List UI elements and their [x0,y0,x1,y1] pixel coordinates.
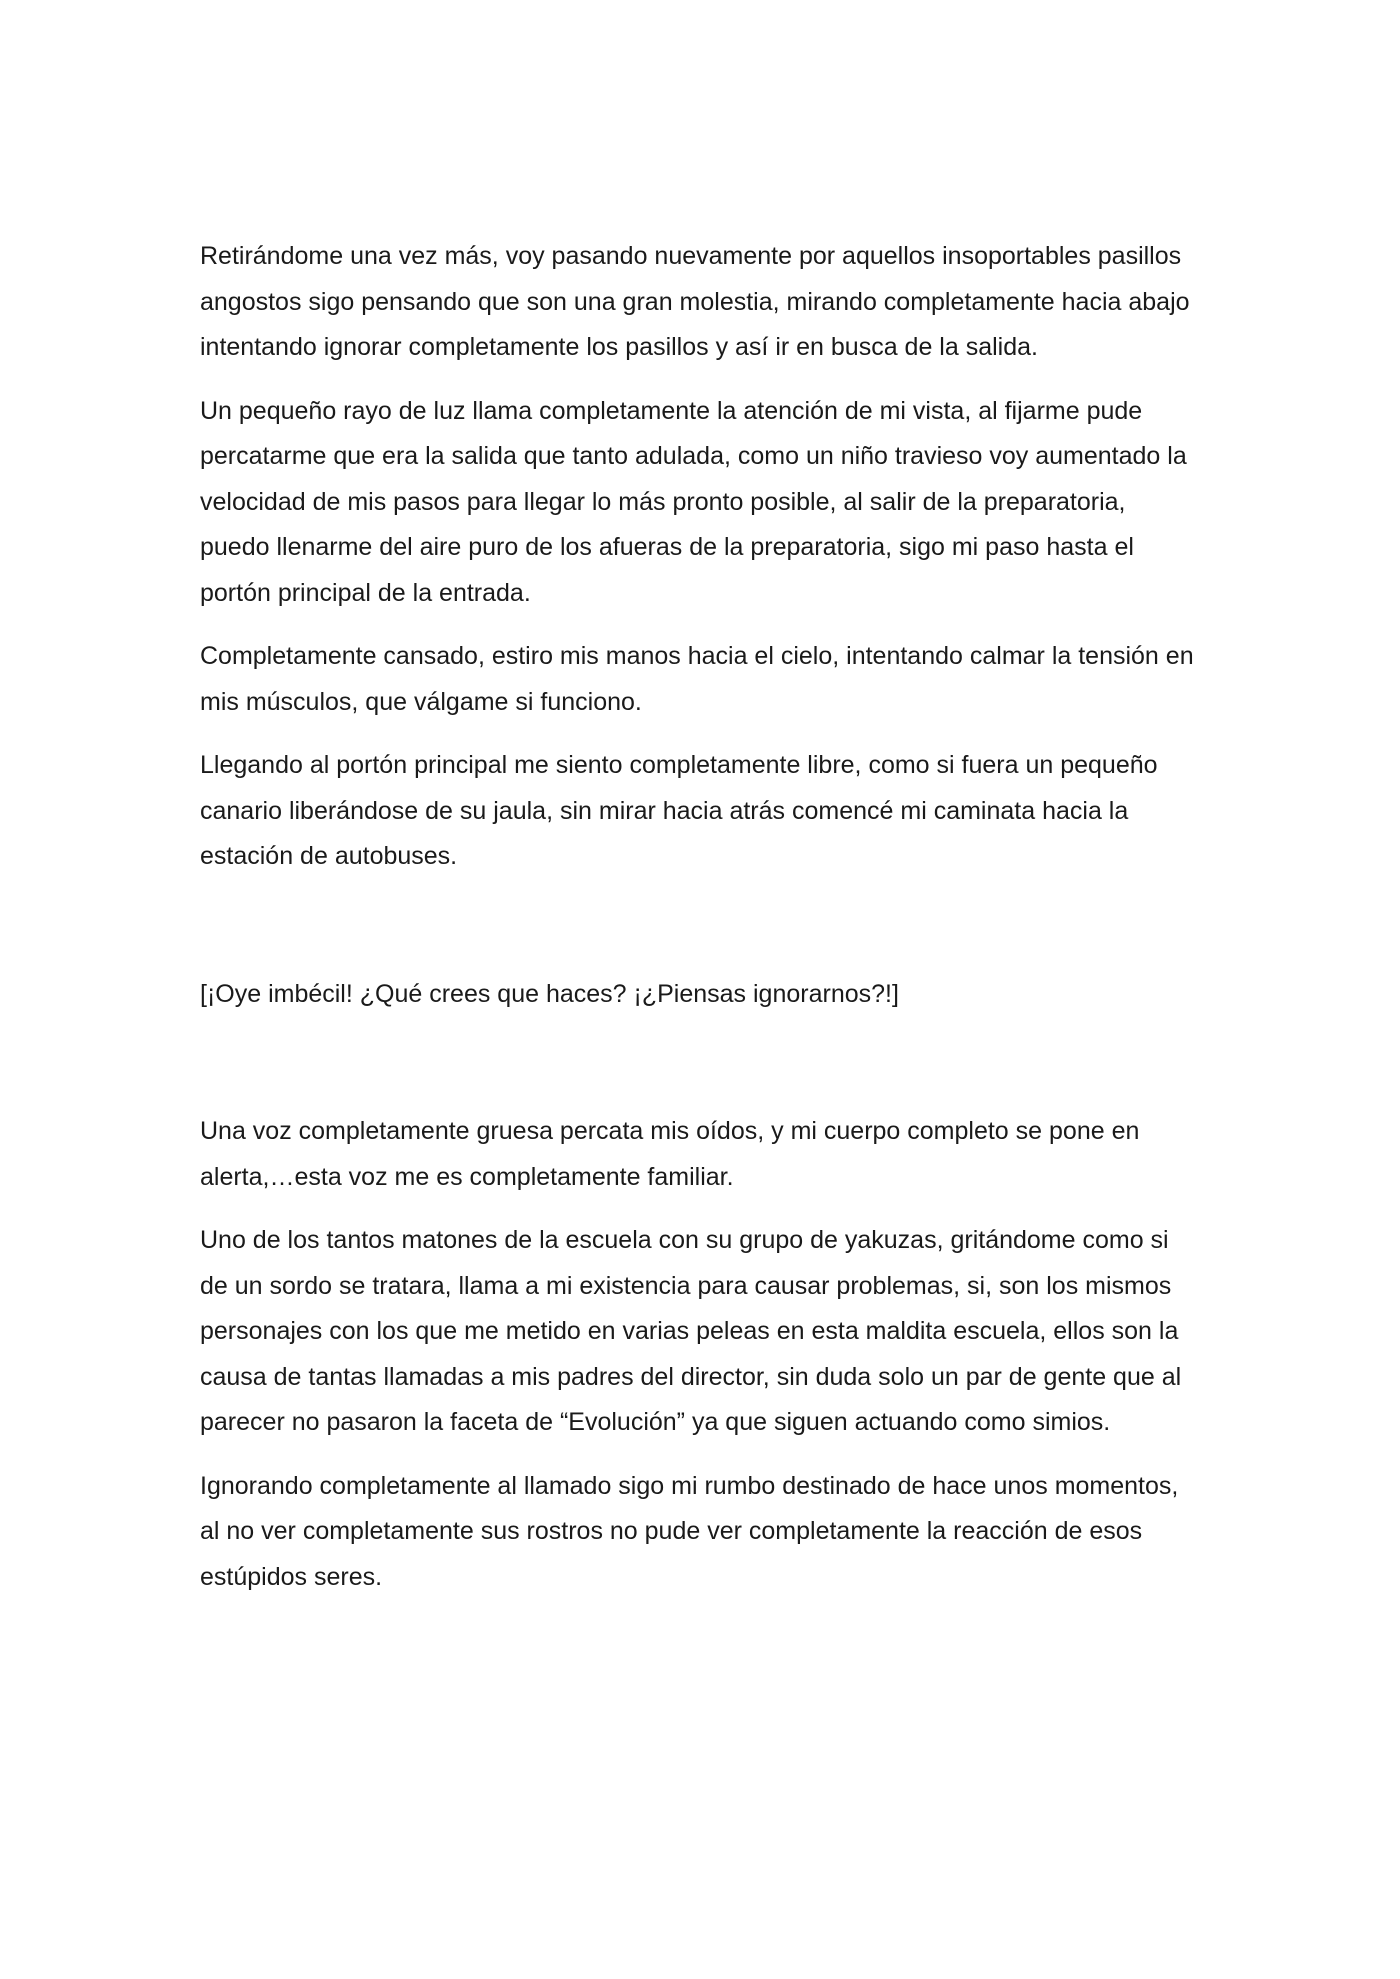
paragraph-1: Retirándome una vez más, voy pasando nuevamente por aquellos insoportables pasillos angostos sigo pensando que son una gran molestia, mirando completamente hacia abajo intentando ignorar completamente los pasillos y así ir en busca de la salida. [200,242,1190,361]
paragraph-3: Completamente cansado, estiro mis manos hacia el cielo, intentando calmar la tensión en mis músculos, que válgame si funciono. [200,642,1194,716]
dialogue-line: [¡Oye imbécil! ¿Qué crees que haces? ¡¿Piensas ignorarnos?!] [200,979,899,1008]
paragraph-6: Una voz completamente gruesa percata mis oídos, y mi cuerpo completo se pone en alerta,…esta voz me es completamente familiar. [200,1117,1140,1191]
paragraph-7: Uno de los tantos matones de la escuela con su grupo de yakuzas, gritándome como si de un sordo se tratara, llama a mi existencia para causar problemas, si, son los mismos personajes con los que me metido en varias peleas en esta maldita escuela, ellos son la causa de tantas llamadas a mis padres del director, sin duda solo un par de gente que al parecer no pasaron la faceta de “Evolución” ya que siguen actuando como simios. [200,1226,1182,1436]
paragraph-8: Ignorando completamente al llamado sigo mi rumbo destinado de hace unos momentos, al no ver completamente sus rostros no pude ver completamente la reacción de esos estúpidos seres. [200,1471,1179,1591]
paragraph-4: Llegando al portón principal me siento completamente libre, como si fuera un pequeño canario liberándose de su jaula, sin mirar hacia atrás comencé mi caminata hacia la estación de autobuses. [200,751,1158,870]
document-body [200,234,1200,1618]
paragraph-2: Un pequeño rayo de luz llama completamente la atención de mi vista, al fijarme pude percatarme que era la salida que tanto adulada, como un niño travieso voy aumentado la velocidad de mis pasos para llegar lo más pronto posible, al salir de la preparatoria, puedo llenarme del aire puro de los afueras de la preparatoria, sigo mi paso hasta el portón principal de la entrada. [200,396,1187,607]
